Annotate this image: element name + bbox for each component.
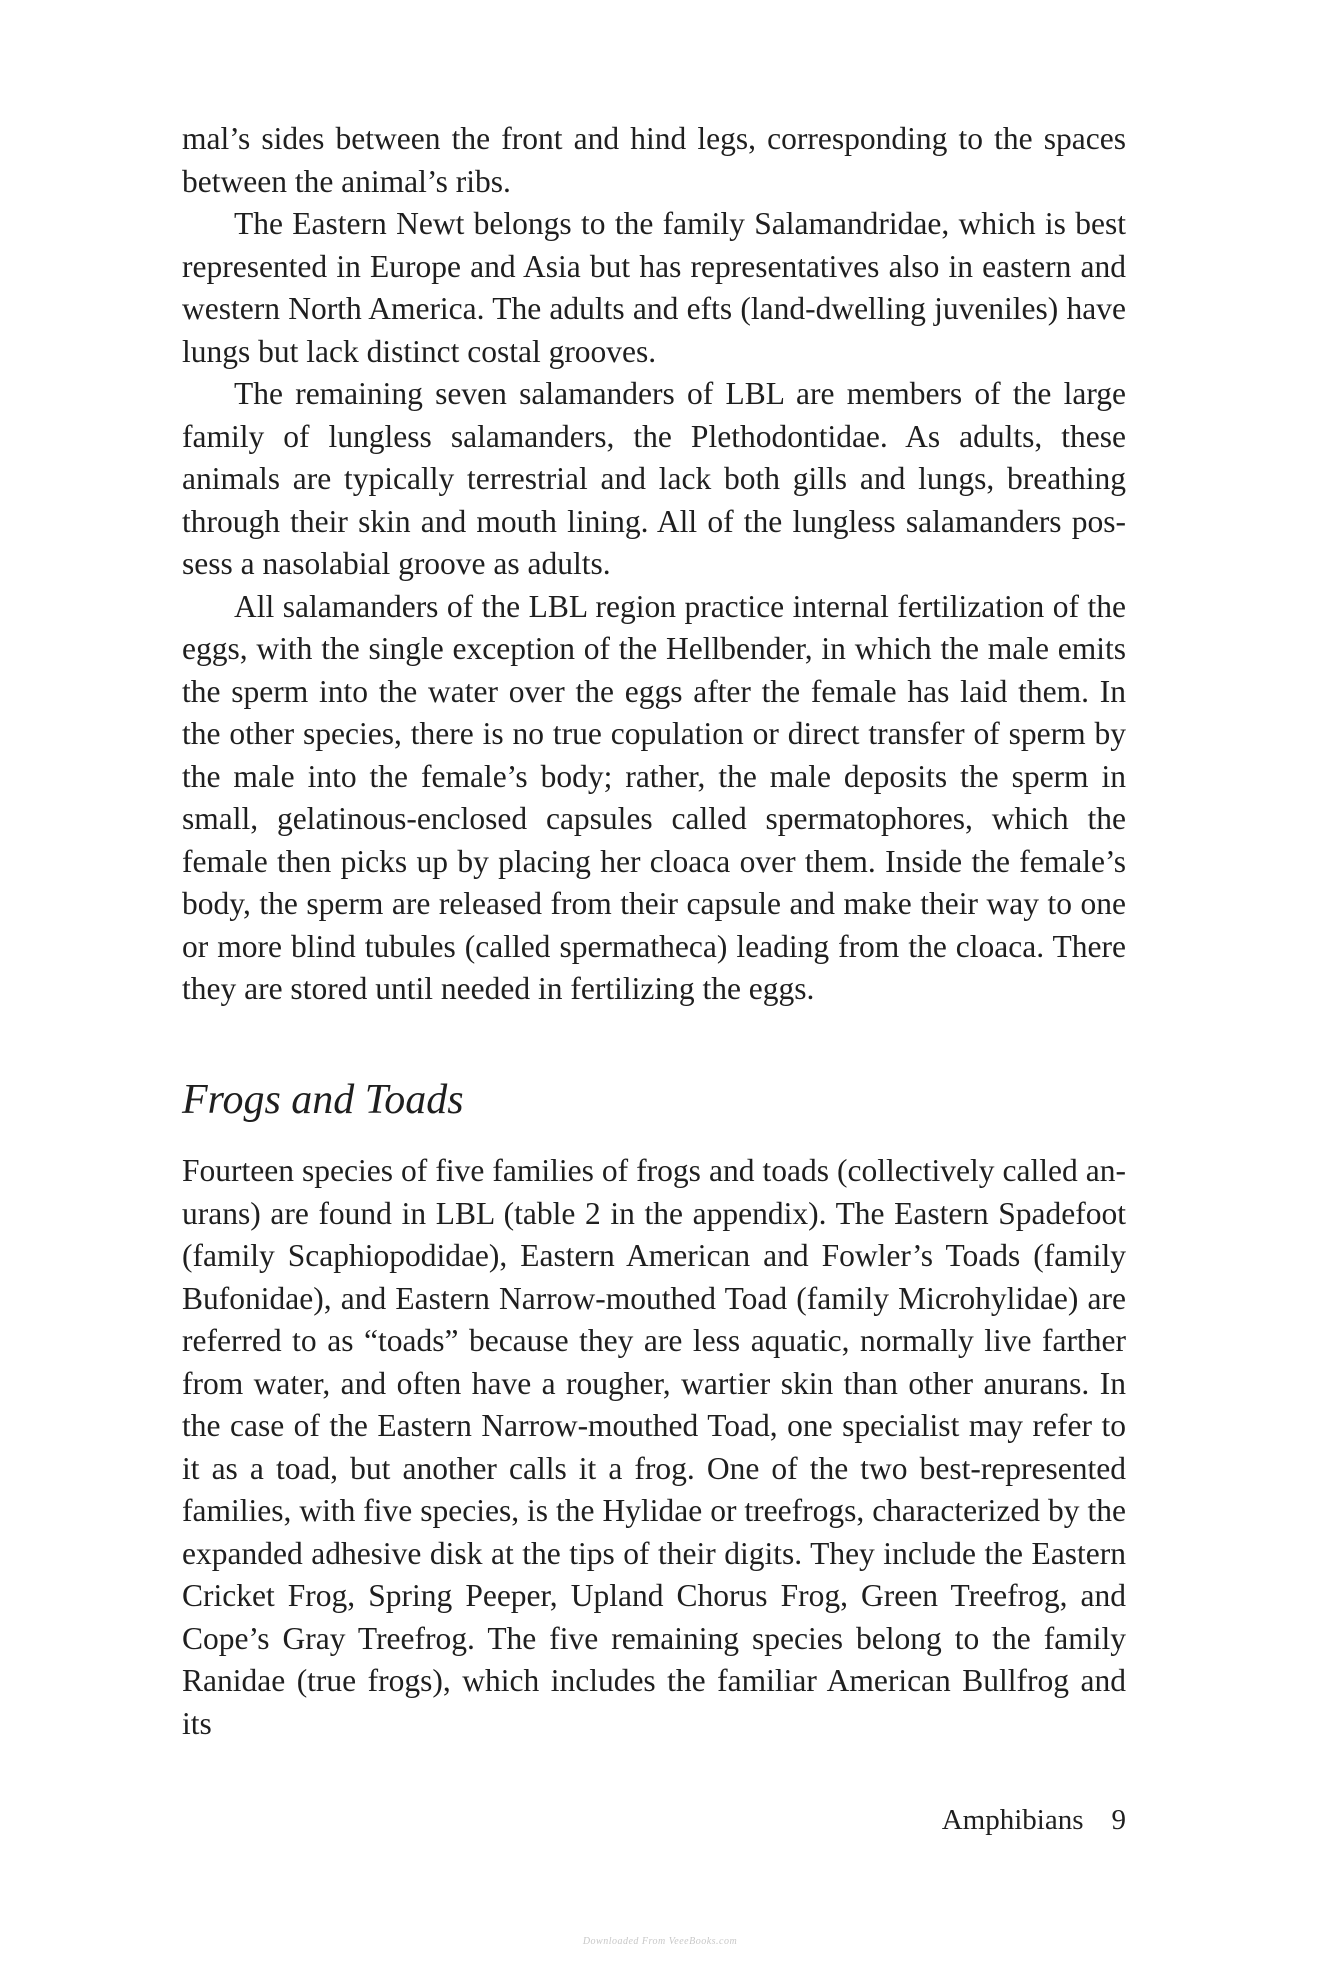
body-text-upper [182,118,1126,1011]
paragraph-eastern-newt: The Eastern Newt belongs to the family Salamandridae, which is best represented in Europe and Asia but has representatives also in eastern and western North America. The adults and efts (land-dwelling juveniles) have lungs but lack distinct costal grooves. [182,206,1126,369]
body-text-lower [182,1150,1126,1745]
page-footer [942,1800,1126,1840]
running-head: Amphibians [941,1804,1084,1836]
section-heading: Frogs and Toads [182,1077,464,1123]
paragraph-internal-fertilization: All salamanders of the LBL region practice internal fertilization of the eggs, with the single exception of the Hellbender, in which the male emits the sperm into the water over the eggs after the female has laid them. In the other species, there is no true copulation or direct transfer of sperm by the male into the female’s body; rather, the male deposits the sperm in small, gelatinous-enclosed capsules called spermatophores, which the female then picks up by placing her cloaca over them. Inside the female’s body, the sperm are released from their capsule and make their way to one or more blind tubules (called spermatheca) leading from the cloaca. There they are stored until needed in fertilizing the eggs. [182,588,1126,1006]
paragraph-lungless-salamanders: The remaining seven salamanders of LBL are members of the large family of lungless salamanders, the Plethodontidae. As adults, these animals are typically terrestrial and lack both gills and lungs, breathing through their skin and mouth lining. All of the lungless salamanders possess a nasolabial groove as adults. [182,376,1126,581]
paragraph-frogs-and-toads: Fourteen species of five families of frogs and toads (collectively called anurans) are found in LBL (table 2 in the appendix). The Eastern Spadefoot (family Scaphiopodidae), Eastern American and Fowler’s Toads (family Bufonidae), and Eastern Narrow-mouthed Toad (family Microhylidae) are referred to as “toads” because they are less aquatic, normally live farther from water, and often have a rougher, wartier skin than other anurans. In the case of the Eastern Narrow-mouthed Toad, one specialist may refer to it as a toad, but another calls it a frog. One of the two best-represented families, with five species, is the Hylidae or treefrogs, characterized by the expanded adhesive disk at the tips of their digits. They include the Eastern Cricket Frog, Spring Peeper, Upland Chorus Frog, Green Treefrog, and Cope’s Gray Treefrog. The five remaining species belong to the family Ranidae (true frogs), which includes the familiar American Bullfrog and its [182,1153,1126,1741]
paragraph-continuation: mal’s sides between the front and hind legs, corresponding to the spaces between the animal’s ribs. [182,121,1126,199]
page-number: 9 [1111,1804,1126,1836]
download-watermark: Downloaded From VeeeBooks.com [582,1936,738,1947]
